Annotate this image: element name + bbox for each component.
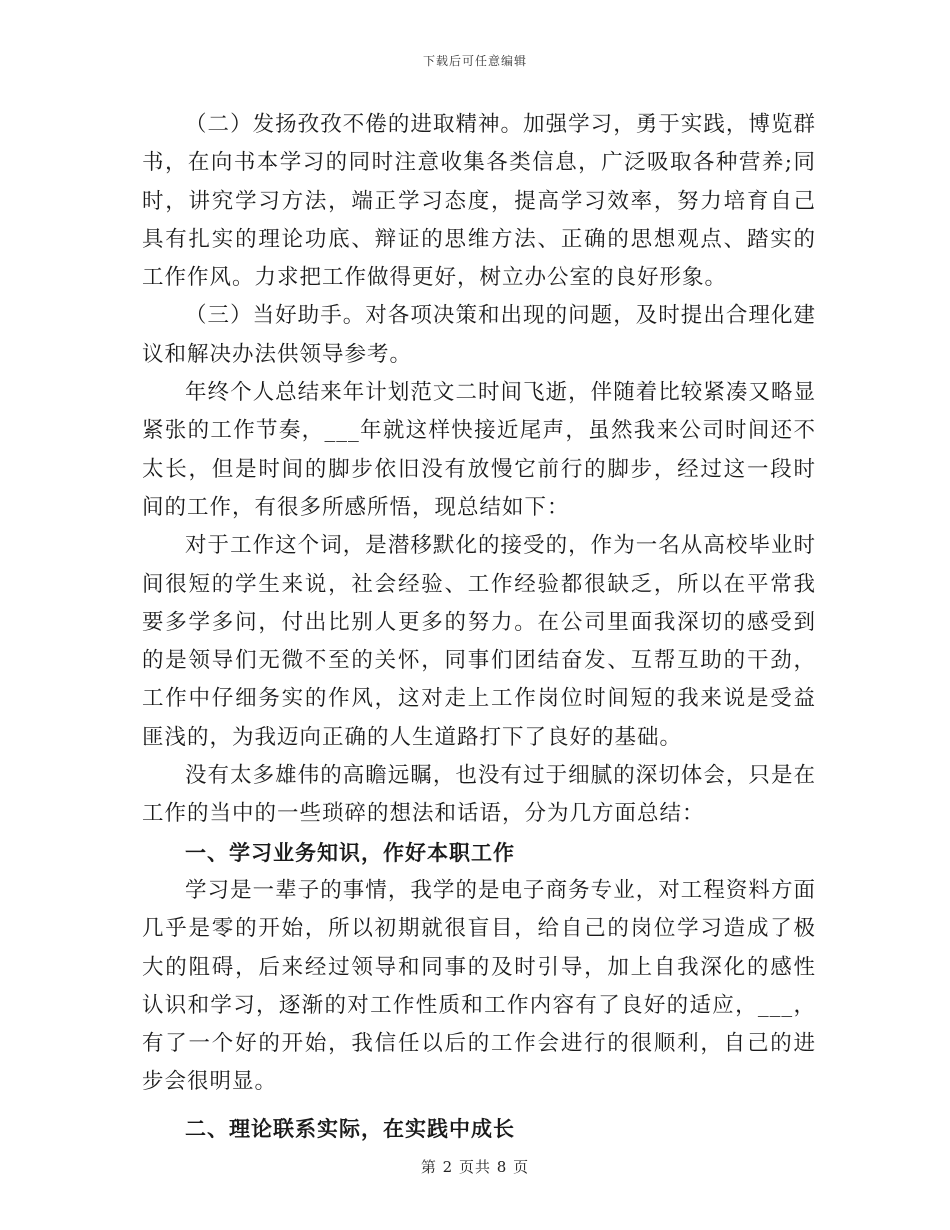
paragraph-item-3: （三）当好助手。对各项决策和出现的问题，及时提出合理化建议和解决办法供领导参考。 (142, 303, 816, 367)
page-header: 下载后可任意编辑 (422, 54, 527, 68)
page-number: 第 2 页共 8 页 (420, 1158, 530, 1176)
paragraph-work: 对于工作这个词，是潜移默化的接受的，作为一名从高校毕业时间很短的学生来说，社会经验、工作经验都很缺乏，所以在平常我要多学多问，付出比别人更多的努力。在公司里面我深切的感受到的是领导们无微不至的关怀，同事们团结奋发、互帮互助的干劲，工作中仔细务实的作风，这对走上工作岗位时间短的我来说是受益匪浅的，为我迈向正确的人生道路打下了良好的基础。 (142, 533, 816, 750)
paragraph-summary-lead: 没有太多雄伟的高瞻远瞩，也没有过于细腻的深切体会，只是在工作的当中的一些琐碎的想法和话语，分为几方面总结： (142, 763, 816, 827)
section-1-body: 学习是一辈子的事情，我学的是电子商务专业，对工程资料方面几乎是零的开始，所以初期就很盲目，给自己的岗位学习造成了极大的阻碍，后来经过领导和同事的及时引导，加上自我深化的感性认识和学习，逐渐的对工作性质和工作内容有了良好的适应，___，有了一个好的开始，我信任以后的工作会进行的很顺利，自己的进步会很明显。 (142, 877, 816, 1095)
paragraph-intro: 年终个人总结来年计划范文二时间飞逝，伴随着比较紧凑又略显紧张的工作节奏，___年就这样快接近尾声，虽然我来公司时间还不太长，但是时间的脚步依旧没有放慢它前行的脚步，经过这一段时间的工作，有很多所感所悟，现总结如下： (142, 380, 816, 520)
section-heading-2: 二、理论联系实际，在实践中成长 (185, 1116, 515, 1141)
section-heading-1: 一、学习业务知识，作好本职工作 (185, 840, 515, 865)
document-body (142, 106, 816, 1148)
paragraph-item-2: （二）发扬孜孜不倦的进取精神。加强学习，勇于实践，博览群书，在向书本学习的同时注意收集各类信息，广泛吸取各种营养;同时，讲究学习方法，端正学习态度，提高学习效率，努力培育自己具有扎实的理论功底、辩证的思维方法、正确的思想观点、踏实的工作作风。力求把工作做得更好，树立办公室的良好形象。 (142, 112, 816, 291)
